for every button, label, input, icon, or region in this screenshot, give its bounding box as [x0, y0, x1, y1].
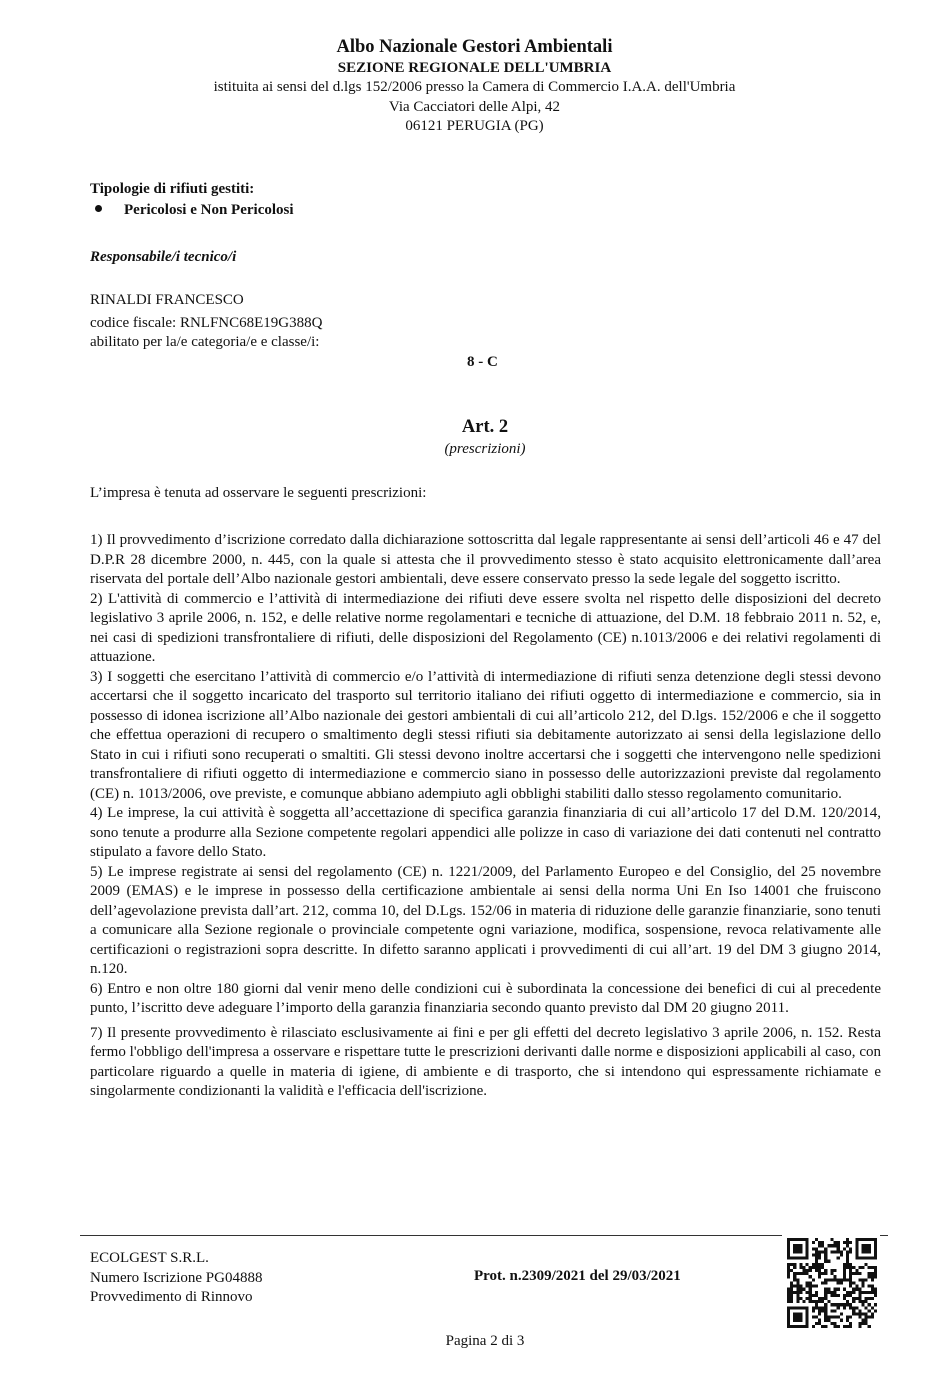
qr-code-icon [787, 1238, 877, 1328]
article-title: Art. 2 [461, 417, 509, 437]
footer-registration-number: Numero Iscrizione PG04888 [90, 1269, 263, 1286]
waste-type-text: Pericolosi e Non Pericolosi [124, 202, 294, 218]
prescription-paragraph: 1) Il provvedimento d’iscrizione corredato dalla dichiarazione sottoscritta dal legale rappresentante ai sensi dell’articoli 46 e 47 del D.P.R 28 dicembre 2000, n. 445, con la quale si attesta che il provvedimento stesso è stato acquisito elettronicamente dall’area riservata del portale dell’Albo nazionale gestori ambientali, deve essere conservato presso la sede legale del soggetto iscritto. [90, 532, 881, 587]
technical-manager-qualified-label: abilitato per la/e categoria/e e classe/i: [90, 334, 320, 350]
waste-type-item [95, 202, 294, 219]
header-legal-basis: istituita ai sensi del d.lgs 152/2006 presso la Camera di Commercio I.A.A. dell'Umbria [213, 79, 736, 95]
page-number: Pagina 2 di 3 [445, 1333, 525, 1349]
technical-manager-category-class: 8 - C [467, 354, 498, 370]
waste-types-label: Tipologie di rifiuti gestiti: [90, 181, 255, 197]
technical-manager-tax-code: codice fiscale: RNLFNC68E19G388Q [90, 315, 323, 331]
article-subtitle: (prescrizioni) [444, 441, 526, 457]
footer-protocol: Prot. n.2309/2021 del 29/03/2021 [474, 1268, 681, 1284]
footer-company-block [90, 1249, 262, 1308]
prescriptions-list [90, 531, 881, 1102]
bullet-icon [95, 205, 102, 212]
footer-divider-tail [880, 1235, 888, 1236]
footer-measure-type: Provvedimento di Rinnovo [90, 1289, 253, 1305]
header-section: SEZIONE REGIONALE DELL'UMBRIA [337, 60, 612, 76]
technical-manager-name: RINALDI FRANCESCO [90, 292, 244, 308]
prescription-paragraph: 7) Il presente provvedimento è rilasciato esclusivamente ai fini e per gli effetti del decreto legislativo 3 aprile 2006, n. 152. Resta fermo l'obbligo dell'impresa a osservare e rispettare tutte le prescrizioni derivanti dalle norme e disposizioni applicabili al caso, con particolare riguardo a quelle in materia di igiene, di ambiente e di trasporto, che si intendono qui espressamente richiamate e singolarmente condizionanti la validità e l'efficacia dell'iscrizione. [90, 1024, 881, 1099]
prescription-paragraph: 3) I soggetti che esercitano l’attività di commercio e/o l’attività di intermediazione di rifiuti senza detenzione degli stessi devono accertarsi che il soggetto incaricato del trasporto sul territorio italiano dei rifiuti oggetto di intermediazione e commercio, sia in possesso di idonea iscrizione all’Albo nazionale dei gestori ambientali di cui all’articolo 212, del D.lgs. 152/2006 e che il soggetto che effettua operazioni di recupero o smaltimento degli stessi rifiuti sia debitamente autorizzato ai sensi della legislazione dello Stato in cui i rifiuti sono recuperati o smaltiti. Gli stessi devono inoltre accertarsi che i soggetti che intervengono nelle spedizioni transfrontaliere di rifiuti oggetto di intermediazione e commercio siano in possesso delle autorizzazioni previste dal regolamento (CE) n. 1013/2006, ove previste, e comunque abbiano adempiuto agli obblighi stabiliti dallo stesso regolamento comunitario. [90, 668, 881, 802]
prescription-paragraph: 2) L'attività di commercio e l’attività di intermediazione dei rifiuti deve essere svolta nel rispetto delle disposizioni del decreto legislativo 3 aprile 2006, n. 152, e delle relative norme regolamentari e tecniche di attuazione, del D.M. 18 febbraio 2011 n. 52, e, nei casi di spedizioni transfrontaliere di rifiuti, delle disposizioni del Regolamento (CE) n.1013/2006 e dei relativi regolamenti di attuazione. [90, 590, 881, 665]
prescription-paragraph: 4) Le imprese, la cui attività è soggetta all’accettazione di specifica garanzia finanziaria di cui all’articolo 17 del D.M. 120/2014, sono tenute a produrre alla Sezione competente regolari appendici alle polizze in caso di variazione dei dati contenuti nel contratto stipulato a favore dello Stato. [90, 805, 881, 860]
technical-manager-heading: Responsabile/i tecnico/i [90, 249, 237, 265]
article-intro: L’impresa è tenuta ad osservare le seguenti prescrizioni: [90, 485, 427, 501]
footer-divider [80, 1235, 782, 1236]
footer-company-name: ECOLGEST S.R.L. [90, 1250, 209, 1266]
header-title: Albo Nazionale Gestori Ambientali [336, 37, 613, 57]
prescription-paragraph: 6) Entro e non oltre 180 giorni dal venir meno delle condizioni cui è subordinata la concessione dei benefici di cui al precedente punto, l’iscritto deve adeguare l’importo della garanzia finanziaria secondo quanto previsto dal DM 20 giugno 2011. [90, 980, 881, 1016]
prescription-paragraph: 5) Le imprese registrate ai sensi del regolamento (CE) n. 1221/2009, del Parlamento Europeo e del Consiglio, del 25 novembre 2009 (EMAS) e le imprese in possesso della certificazione ambientale ai sensi della norma Uni En Iso 14001 che fruiscono dell’agevolazione prevista dall’art. 212, comma 10, del D.Lgs. 152/06 in materia di riduzione delle garanzie finanziarie, sono tenuti a comunicare alla Sezione regionale o provinciale competente ogni variazione, modifica, sospensione, revoca relativamente alle certificazioni o registrazioni sopra descritte. In difetto saranno applicati i provvedimenti di cui all’art. 19 del DM 3 giugno 2014, n.120. [90, 863, 881, 977]
header-address: Via Cacciatori delle Alpi, 42 [388, 99, 561, 115]
header-city: 06121 PERUGIA (PG) [405, 118, 544, 134]
